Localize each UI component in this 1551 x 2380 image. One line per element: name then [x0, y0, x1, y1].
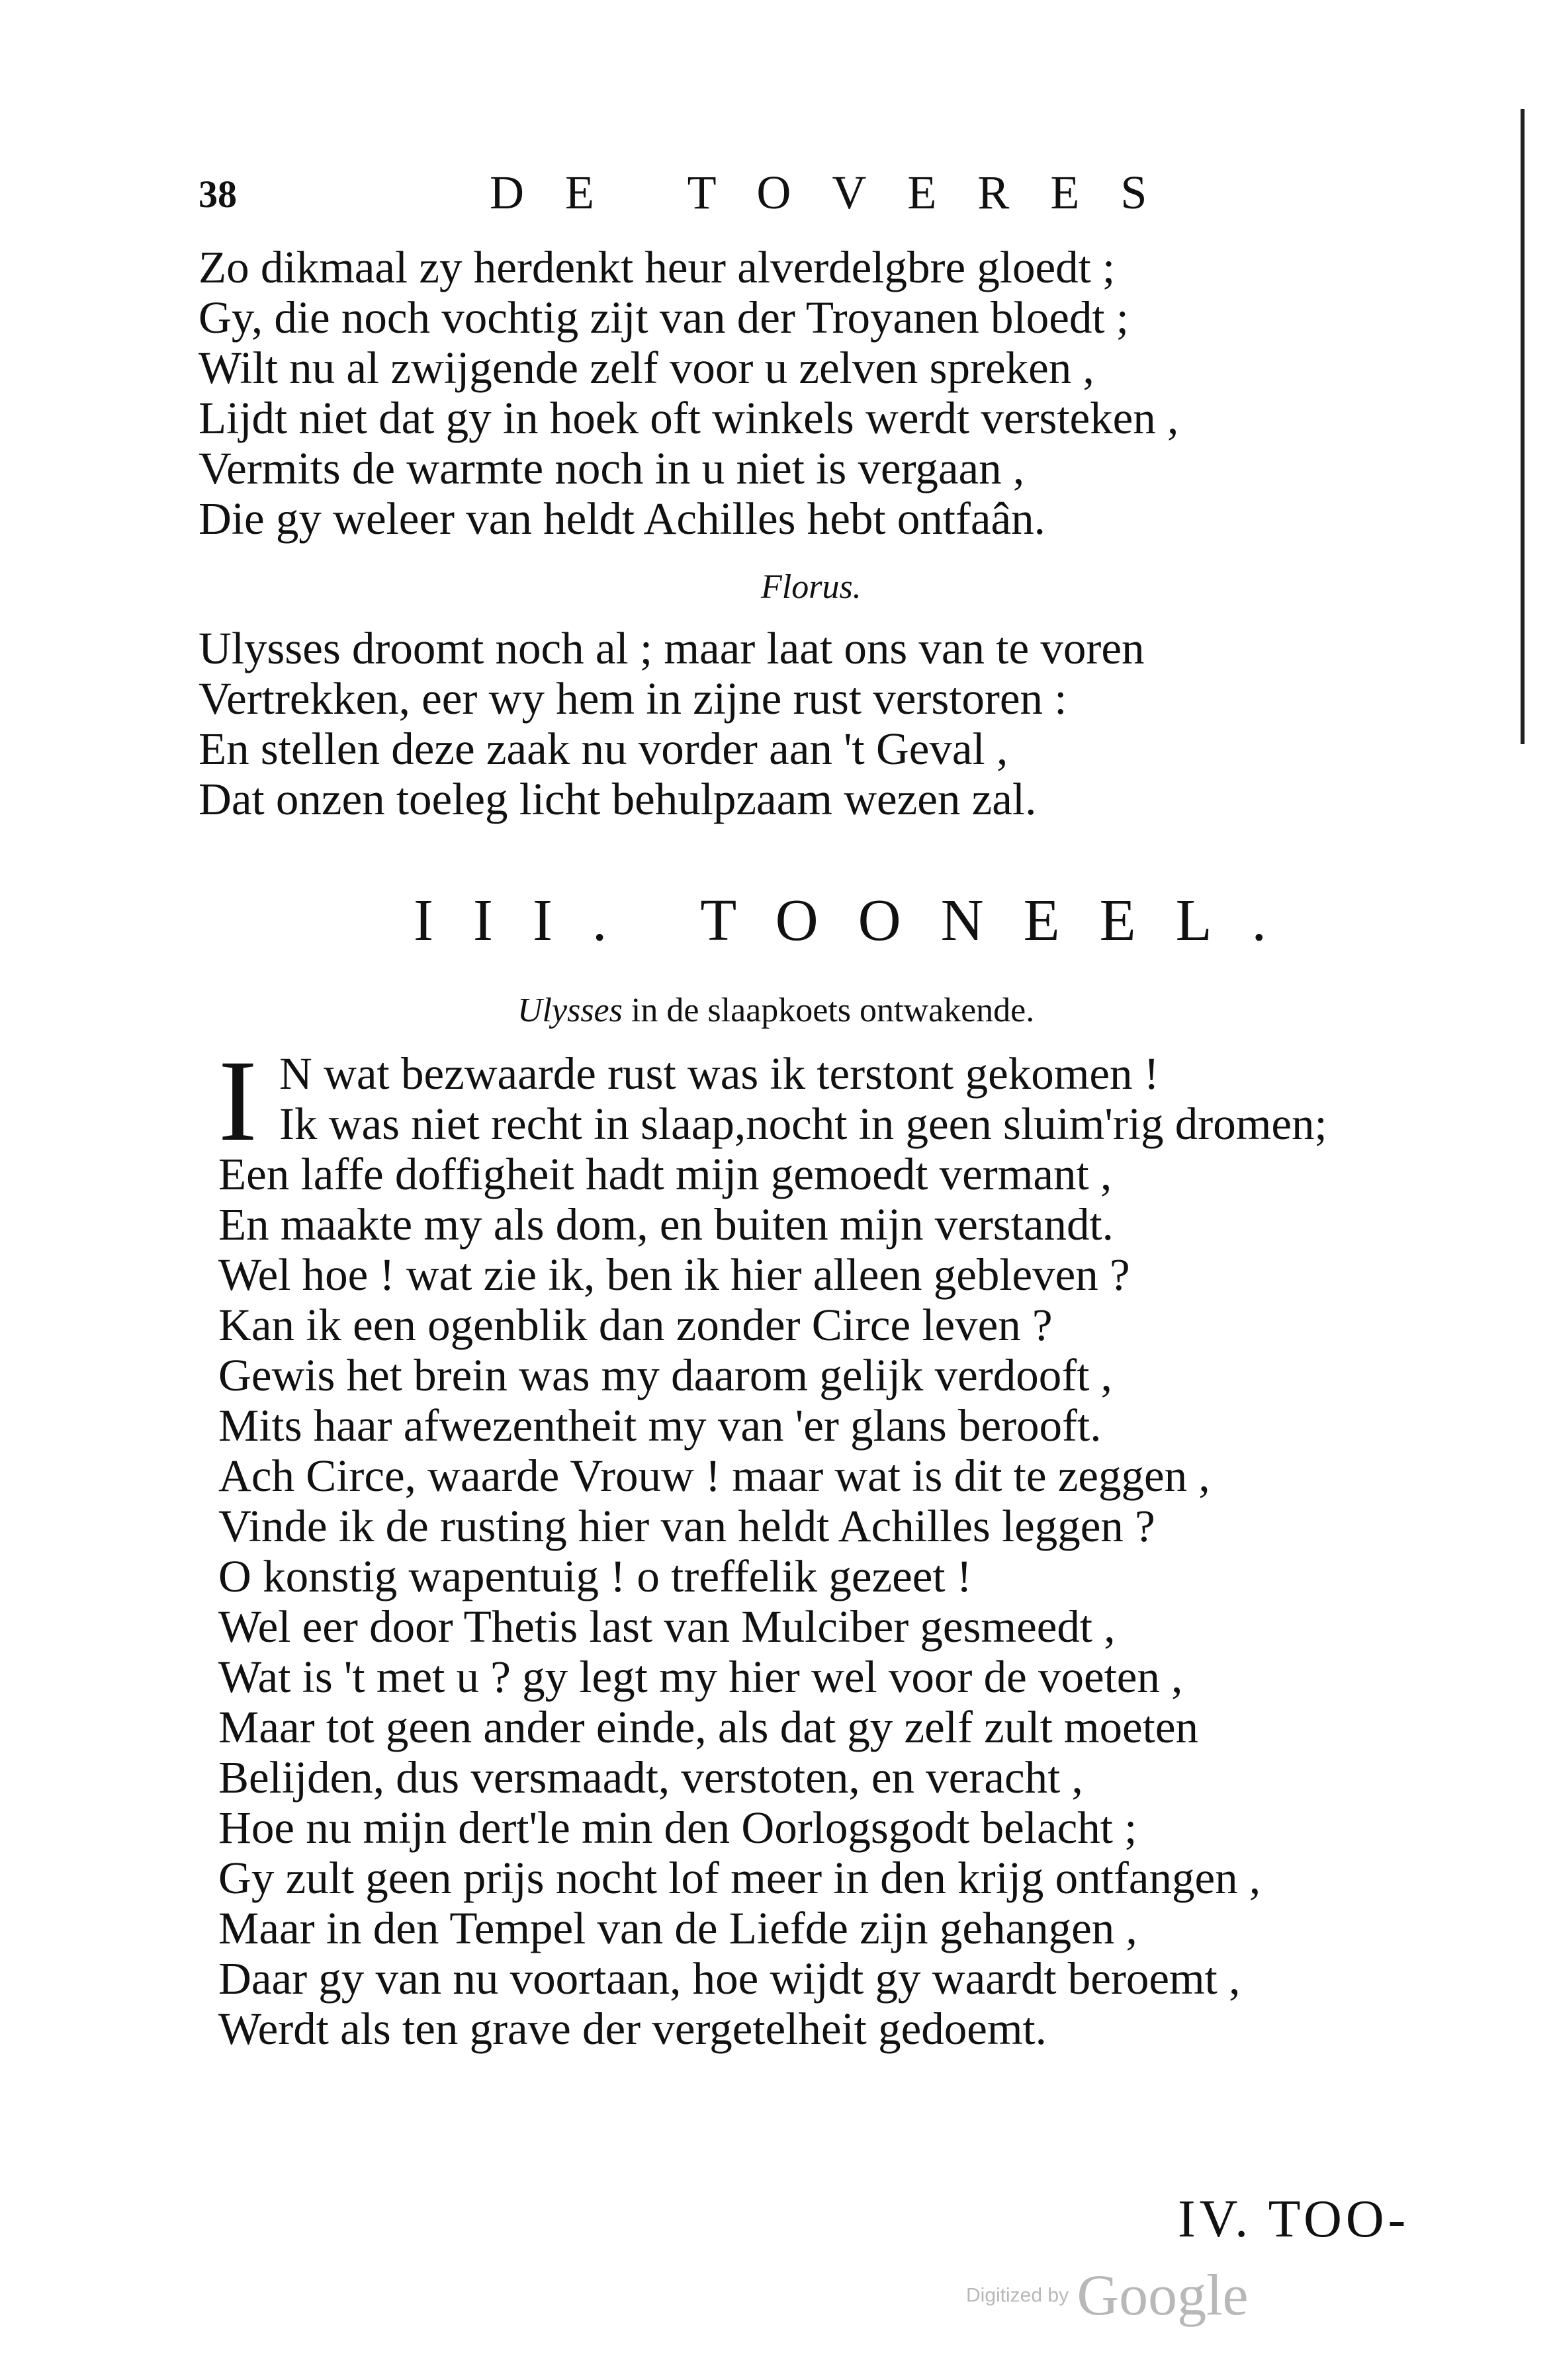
verse-line: Een laffe doffigheit hadt mijn gemoedt vermant ,: [218, 1149, 1112, 1199]
verse-line: Ulysses droomt noch al ; maar laat ons van te voren: [199, 623, 1145, 673]
verse-line: Wel eer door Thetis last van Mulciber gesmeedt ,: [218, 1601, 1116, 1652]
digitized-watermark: [966, 2262, 1249, 2329]
stage-direction: [517, 991, 1034, 1030]
verse-line: Daar gy van nu voortaan, hoe wijdt gy waardt beroemt ,: [218, 1953, 1241, 2004]
page-header: [199, 165, 1191, 225]
verse-line: Maar in den Tempel van de Liefde zijn gehangen ,: [218, 1903, 1137, 1953]
page-edge-shadow: [1521, 109, 1525, 744]
verse-line: Dat onzen toeleg licht behulpzaam wezen zal.: [199, 774, 1037, 824]
stage-character-name: Ulysses: [517, 992, 623, 1029]
verse-line: Gy, die noch vochtig zijt van der Troyanen bloedt ;: [199, 292, 1129, 343]
verse-block-scene: [218, 1037, 1327, 2054]
verse-line: Wel hoe ! wat zie ik, ben ik hier alleen gebleven ?: [218, 1250, 1130, 1300]
verse-line: Zo dikmaal zy herdenkt heur alverdelgbre gloedt ;: [199, 242, 1116, 292]
verse-line: Vinde ik de rusting hier van heldt Achilles leggen ?: [218, 1501, 1155, 1551]
verse-line: Maar tot geen ander einde, als dat gy zelf zult moeten: [218, 1702, 1198, 1752]
verse-line: Gewis het brein was my daarom gelijk verdooft ,: [218, 1350, 1112, 1400]
verse-line: Belijden, dus versmaadt, verstoten, en veracht ,: [218, 1752, 1083, 1803]
verse-line: En maakte my als dom, en buiten mijn verstandt.: [218, 1199, 1114, 1250]
watermark-small-text: Digitized by: [966, 2284, 1069, 2307]
catchword: IV. TOO-: [1178, 2190, 1410, 2248]
verse-line: Kan ik een ogenblik dan zonder Circe leven ?: [218, 1300, 1053, 1350]
verse-line: Vertrekken, eer wy hem in zijne rust verstoren :: [199, 673, 1067, 724]
verse-line: En stellen deze zaak nu vorder aan 't Geval ,: [199, 724, 1008, 774]
verse-line: Vermits de warmte noch in u niet is vergaan ,: [199, 443, 1025, 493]
running-head: DE TOVERES: [490, 166, 1188, 219]
verse-line: O konstig wapentuig ! o treffelik gezeet !: [218, 1551, 972, 1601]
verse-line: Ach Circe, waarde Vrouw ! maar wat is dit te zeggen ,: [218, 1451, 1210, 1501]
scene-title: III. TOONEEL.: [414, 888, 1307, 953]
watermark-logo-text: Google: [1077, 2264, 1249, 2328]
stage-direction-text: in de slaapkoets ontwakende.: [622, 992, 1035, 1029]
verse-line: Die gy weleer van heldt Achilles hebt ontfaân.: [199, 493, 1045, 544]
verse-line: Lijdt niet dat gy in hoek oft winkels werdt versteken ,: [199, 393, 1179, 443]
verse-line: N wat bezwaarde rust was ik terstont gekomen !: [279, 1048, 1159, 1099]
verse-line: Ik was niet recht in slaap,nocht in geen sluim'rig dromen;: [279, 1099, 1327, 1149]
verse-line: Hoe nu mijn dert'le min den Oorlogsgodt belacht ;: [218, 1803, 1137, 1853]
speaker-label: Florus.: [761, 568, 862, 606]
page-number: 38: [199, 173, 237, 216]
verse-line: Mits haar afwezentheit my van 'er glans berooft.: [218, 1400, 1102, 1451]
verse-line: Wilt nu al zwijgende zelf voor u zelven spreken ,: [199, 343, 1094, 393]
verse-block-florus: [199, 623, 1144, 824]
verse-block-opening: [199, 242, 1178, 544]
verse-line: Wat is 't met u ? gy legt my hier wel voor de voeten ,: [218, 1652, 1183, 1702]
verse-line: Werdt als ten grave der vergetelheit gedoemt.: [218, 2004, 1047, 2054]
drop-capital: I: [218, 1037, 257, 1166]
verse-line: Gy zult geen prijs nocht lof meer in den krijg ontfangen ,: [218, 1853, 1261, 1903]
